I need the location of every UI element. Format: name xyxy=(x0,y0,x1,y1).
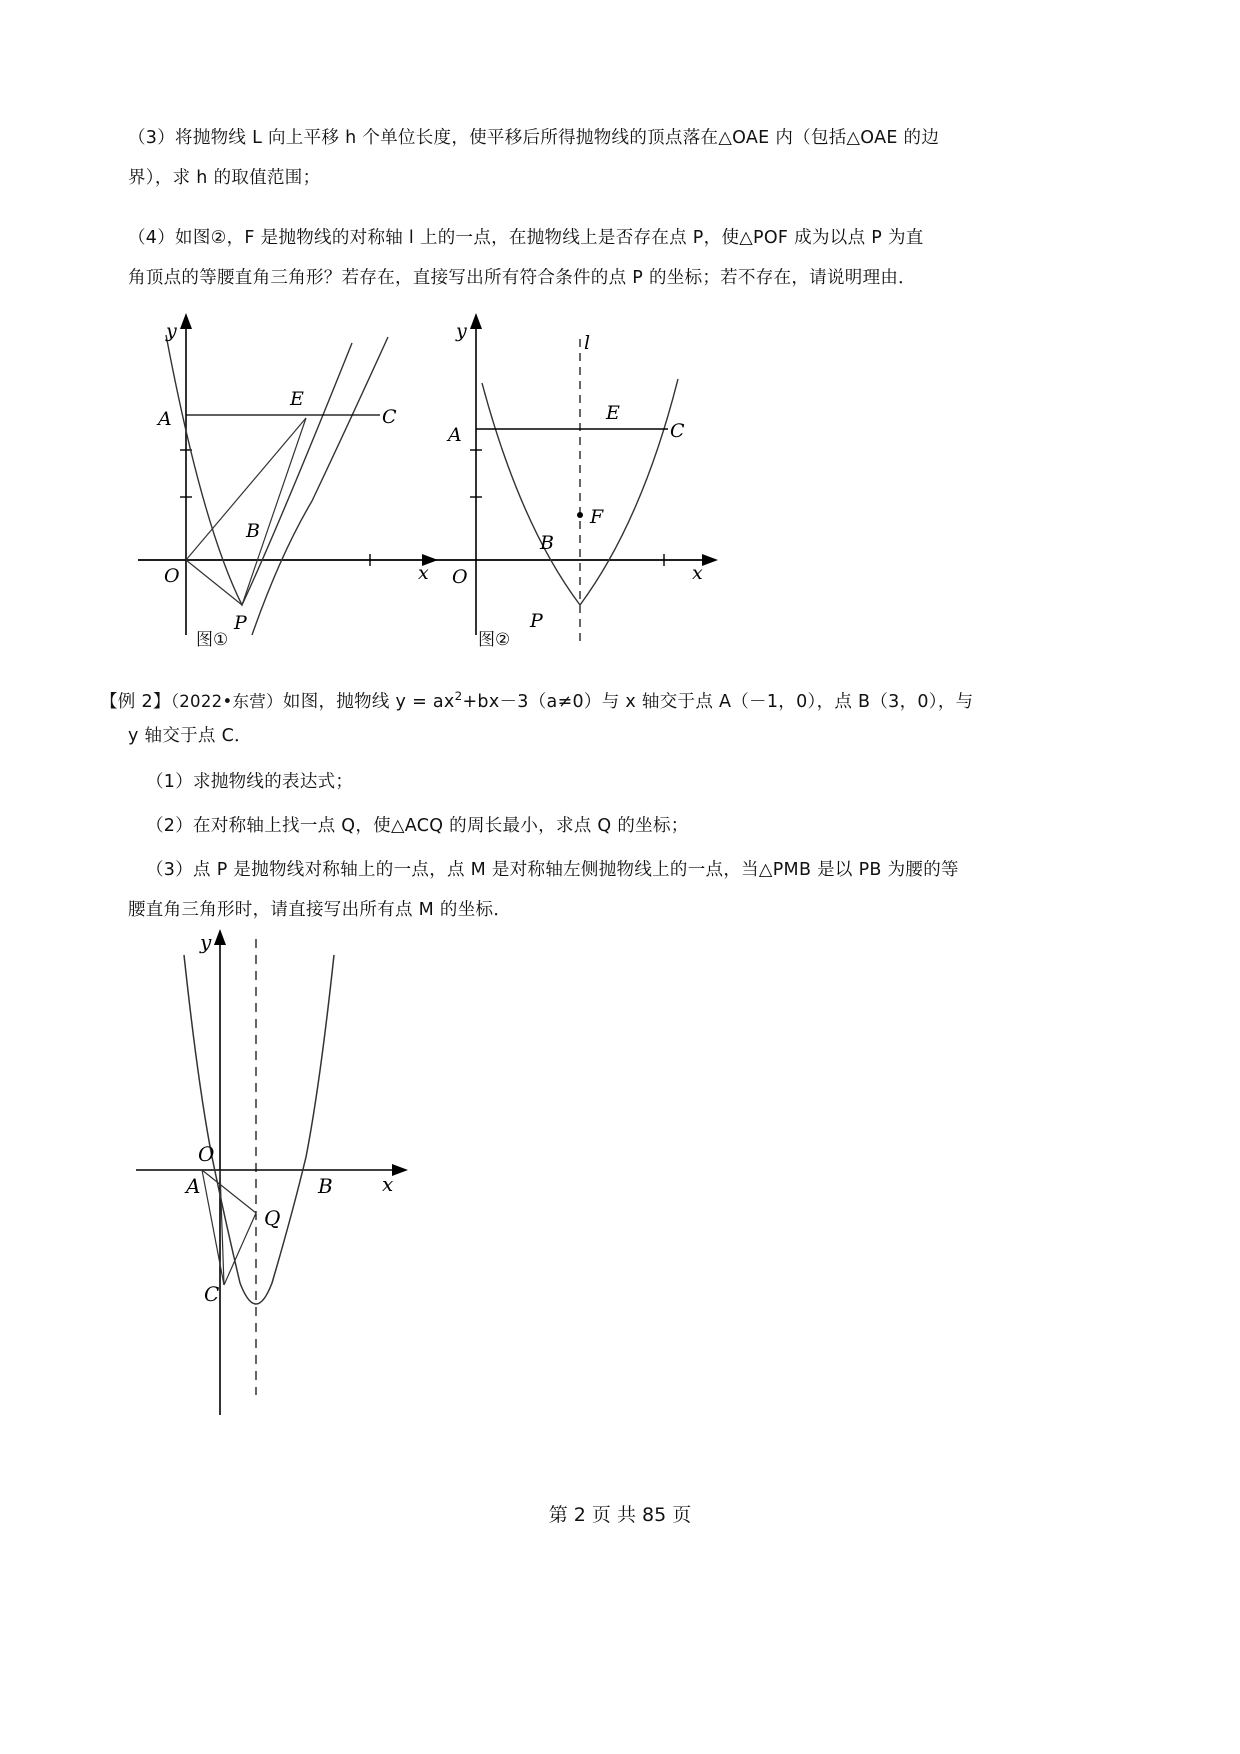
figure3-label-Q: Q xyxy=(264,1206,281,1230)
figure2-label-x-axis: x xyxy=(692,562,703,584)
example2-lead-exponent: 2 xyxy=(454,689,463,703)
figure-caption-2: 图② xyxy=(478,630,511,650)
figure-row xyxy=(0,300,1240,650)
paragraph-q3-cont xyxy=(128,158,1116,198)
figure-diagram-3 xyxy=(120,925,480,1425)
example2-lead-part1: 如图，抛物线 y = ax xyxy=(282,691,455,712)
figure2-label-O: O xyxy=(452,566,468,588)
paragraph-q3 xyxy=(128,118,1116,158)
figure3-label-C: C xyxy=(204,1282,220,1306)
figure1-label-O: O xyxy=(164,565,180,587)
figure3-label-B: B xyxy=(318,1174,333,1198)
figure-caption-1: 图① xyxy=(196,630,229,650)
figure2-label-A: A xyxy=(448,424,462,446)
example2-item-1: （1）求抛物线的表达式； xyxy=(146,772,354,792)
figure1-label-A: A xyxy=(158,408,172,430)
figure2-point-F-dot xyxy=(577,512,583,518)
figure2-label-P: P xyxy=(530,610,543,632)
figure3-label-O: O xyxy=(198,1142,215,1166)
figure1-label-C: C xyxy=(382,406,397,428)
figure3-label-A: A xyxy=(186,1174,201,1198)
figure-diagram-2 xyxy=(420,305,740,645)
paragraph-q4-cont xyxy=(128,258,1116,298)
figure1-label-B: B xyxy=(246,520,260,542)
figure-row-2 xyxy=(0,925,1240,1445)
figure3-label-y-axis: y xyxy=(200,930,212,954)
figure2-label-E: E xyxy=(606,402,620,424)
figure-captions xyxy=(0,625,1240,655)
figure1-label-x-axis: x xyxy=(418,562,429,584)
figure2-label-C: C xyxy=(670,420,685,442)
example2-heading xyxy=(100,676,1120,722)
example2-item-3: （3）点 P 是抛物线对称轴上的一点，点 M 是对称轴左侧抛物线上的一点，当△PMB 是以 PB 为腰的等 xyxy=(146,860,959,880)
example2-tag: 【例 2】 xyxy=(100,691,171,712)
figure1-label-E: E xyxy=(290,388,304,410)
example2-item-2: （2）在对称轴上找一点 Q，使△ACQ 的周长最小，求点 Q 的坐标； xyxy=(146,816,689,836)
example2-item-3-cont: 腰直角三角形时，请直接写出所有点 M 的坐标． xyxy=(128,900,512,920)
example2-lead-line2: y 轴交于点 C． xyxy=(128,726,252,746)
paragraph-q3-text: （3）将抛物线 L 向上平移 h 个单位长度，使平移后所得抛物线的顶点落在△OAE 内（包括△OAE 的边 xyxy=(128,128,940,148)
figure2-label-F: F xyxy=(590,506,604,528)
example2-lead-part2: +bx－3（a≠0）与 x 轴交于点 A（－1，0），点 B（3，0），与 xyxy=(462,691,974,712)
figure1-label-y-axis: y xyxy=(166,320,177,342)
figure1-label-P: P xyxy=(234,612,247,634)
figure2-label-symmetry-axis: l xyxy=(584,332,591,354)
example2-source: （2022•东营） xyxy=(170,691,283,711)
paragraph-q4 xyxy=(128,218,1116,258)
figure-diagram-1 xyxy=(130,305,450,645)
figure2-label-B: B xyxy=(540,532,554,554)
paragraph-q4-cont-text: 角顶点的等腰直角三角形？若存在，直接写出所有符合条件的点 P 的坐标；若不存在，请说明理由． xyxy=(128,268,916,288)
figure2-label-y-axis: y xyxy=(456,320,467,342)
page-footer: 第 2 页 共 85 页 xyxy=(548,1504,692,1526)
figure3-label-x-axis: x xyxy=(382,1172,394,1196)
paragraph-q3-cont-text: 界），求 h 的取值范围； xyxy=(128,168,321,188)
paragraph-q4-text: （4）如图②，F 是抛物线的对称轴 l 上的一点，在抛物线上是否存在点 P，使△POF 成为以点 P 为直 xyxy=(128,228,924,248)
